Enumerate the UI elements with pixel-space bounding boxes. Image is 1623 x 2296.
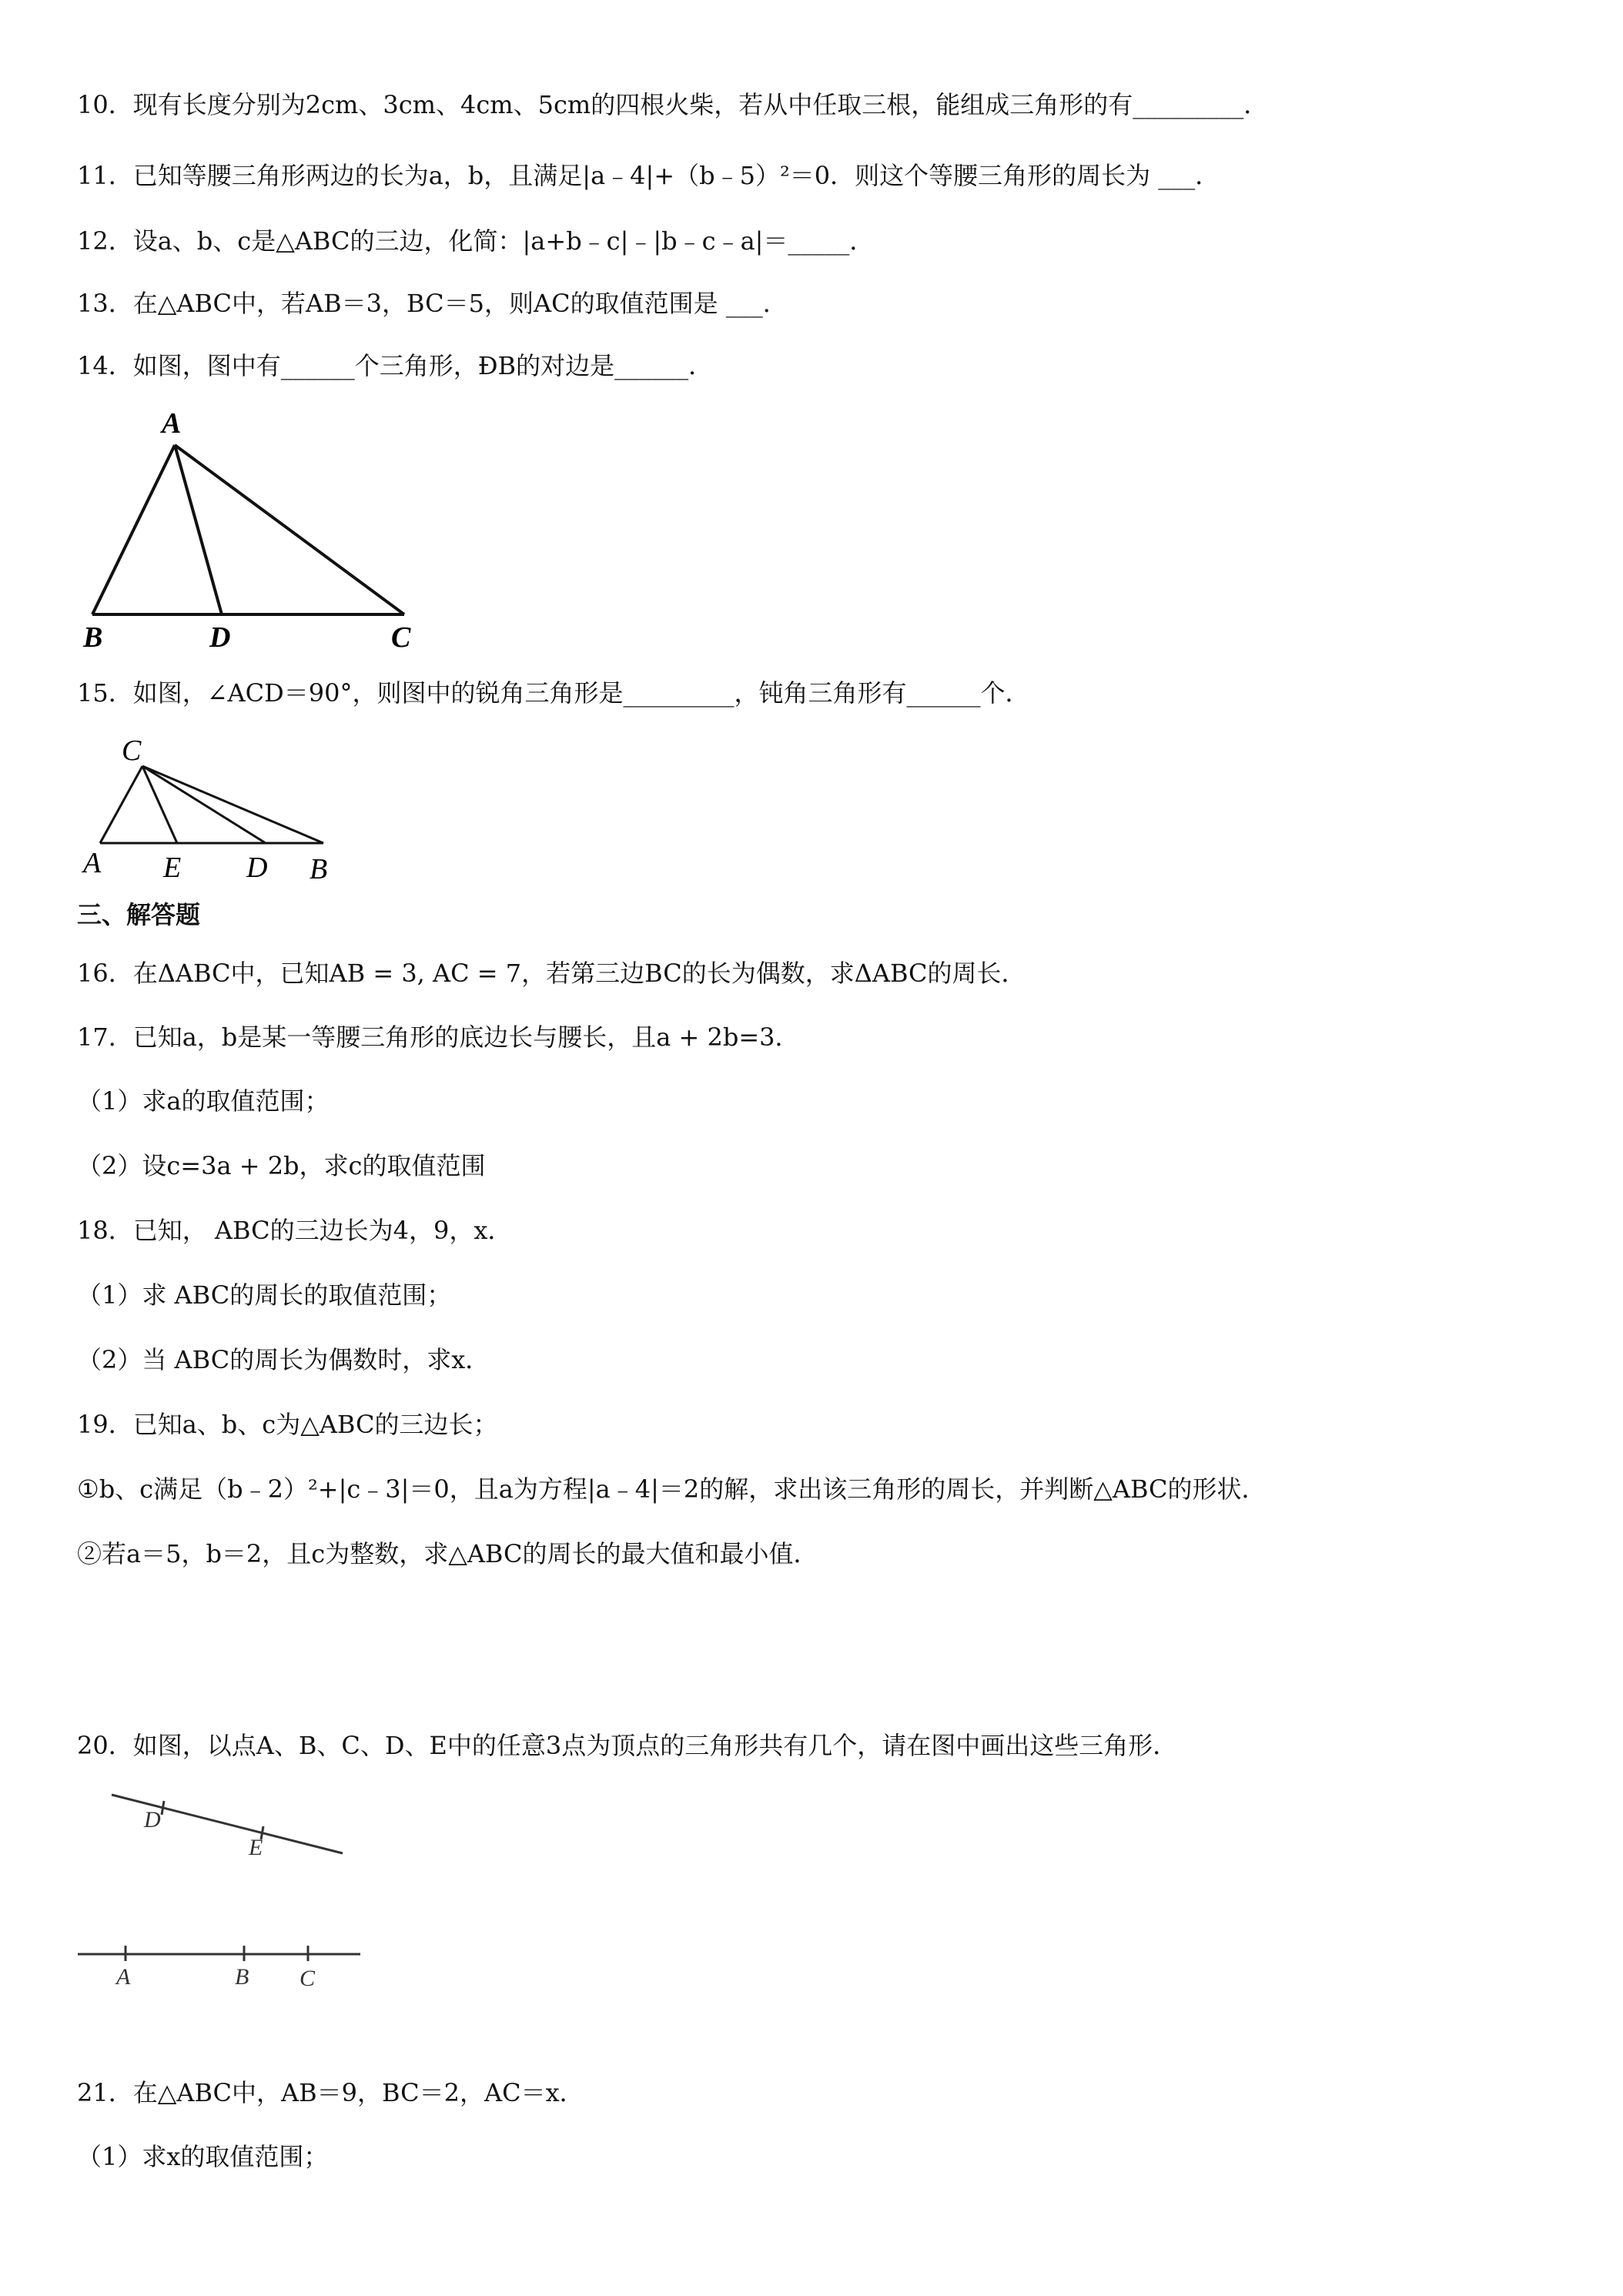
label-a: A xyxy=(83,847,102,879)
label-d: D xyxy=(246,852,268,882)
label-d: D xyxy=(209,621,231,654)
line-q18-1: （1）求 ABC的周长的取值范围； xyxy=(77,1280,452,1310)
label-d: D xyxy=(144,1807,161,1832)
line-q10: 10．现有长度分别为2cm、3cm、4cm、5cm的四根火柴，若从中任取三根，能组成三角形的有_________． xyxy=(77,90,1269,119)
seg-cb xyxy=(142,766,323,843)
line-q18: 18．已知， ABC的三边长为4，9，x． xyxy=(77,1216,513,1245)
label-c: C xyxy=(122,735,142,767)
tick-d xyxy=(162,1801,164,1815)
line-q17: 17．已知a，b是某一等腰三角形的底边长与腰长，且a + 2b=3． xyxy=(77,1022,800,1052)
label-a: A xyxy=(162,407,182,440)
seg-ad xyxy=(175,445,222,614)
line-q19-2: ②若a＝5，b＝2，且c为整数，求△ABC的周长的最大值和最小值． xyxy=(77,1539,818,1568)
line-q13: 13．在△ABC中，若AB＝3，BC＝5，则AC的取值范围是 ___． xyxy=(77,289,788,318)
figure-q14-triangle xyxy=(77,400,431,654)
label-c: C xyxy=(300,1966,316,1991)
figure-q20-points xyxy=(73,1782,373,1998)
seg-ab xyxy=(92,445,175,614)
line-q15: 15．如图，∠ACD＝90°，则图中的锐角三角形是_________，钝角三角形有______个． xyxy=(77,678,1030,708)
section-heading-answers: 三、解答题 xyxy=(77,900,201,929)
line-q11: 11．已知等腰三角形两边的长为a，b，且满足|a﹣4|+（b﹣5）²＝0．则这个等腰三角形的周长为 ___． xyxy=(77,161,1220,190)
label-b: B xyxy=(310,853,328,882)
seg-ca xyxy=(100,766,142,843)
label-a: A xyxy=(116,1964,131,1990)
label-b: B xyxy=(83,621,103,654)
label-e: E xyxy=(249,1835,263,1860)
line-q12: 12．设a、b、c是△ABC的三边，化简：|a+b﹣c|﹣|b﹣c﹣a|＝_____． xyxy=(77,226,875,256)
label-b: B xyxy=(235,1964,249,1990)
figure-q15-triangle xyxy=(77,728,354,882)
line-q17-2: （2）设c=3a + 2b，求c的取值范围 xyxy=(77,1151,486,1180)
line-q21: 21．在△ABC中，AB＝9，BC＝2，AC＝x． xyxy=(77,2078,584,2107)
seg-ac xyxy=(175,445,404,614)
line-q19: 19．已知a、b、c为△ABC的三边长； xyxy=(77,1410,498,1439)
line-q16: 16．在ΔABC中，已知AB = 3, AC = 7，若第三边BC的长为偶数，求ΔABC的周长． xyxy=(77,959,1026,988)
label-c: C xyxy=(391,621,411,654)
line-q21-1: （1）求x的取值范围； xyxy=(77,2142,329,2171)
line-q18-2: （2）当 ABC的周长为偶数时，求x． xyxy=(77,1345,490,1374)
line-q17-1: （1）求a的取值范围； xyxy=(77,1086,330,1116)
line-q14: 14．如图，图中有______个三角形，ÐB的对边是______． xyxy=(77,351,714,380)
line-q19-1: ①b、c满足（b﹣2）²+|c﹣3|＝0，且a为方程|a﹣4|＝2的解，求出该三角形的周长，并判断△ABC的形状． xyxy=(77,1474,1267,1504)
line-q20: 20．如图，以点A、B、C、D、E中的任意3点为顶点的三角形共有几个，请在图中画出这些三角形． xyxy=(77,1731,1178,1760)
label-e: E xyxy=(163,852,182,882)
